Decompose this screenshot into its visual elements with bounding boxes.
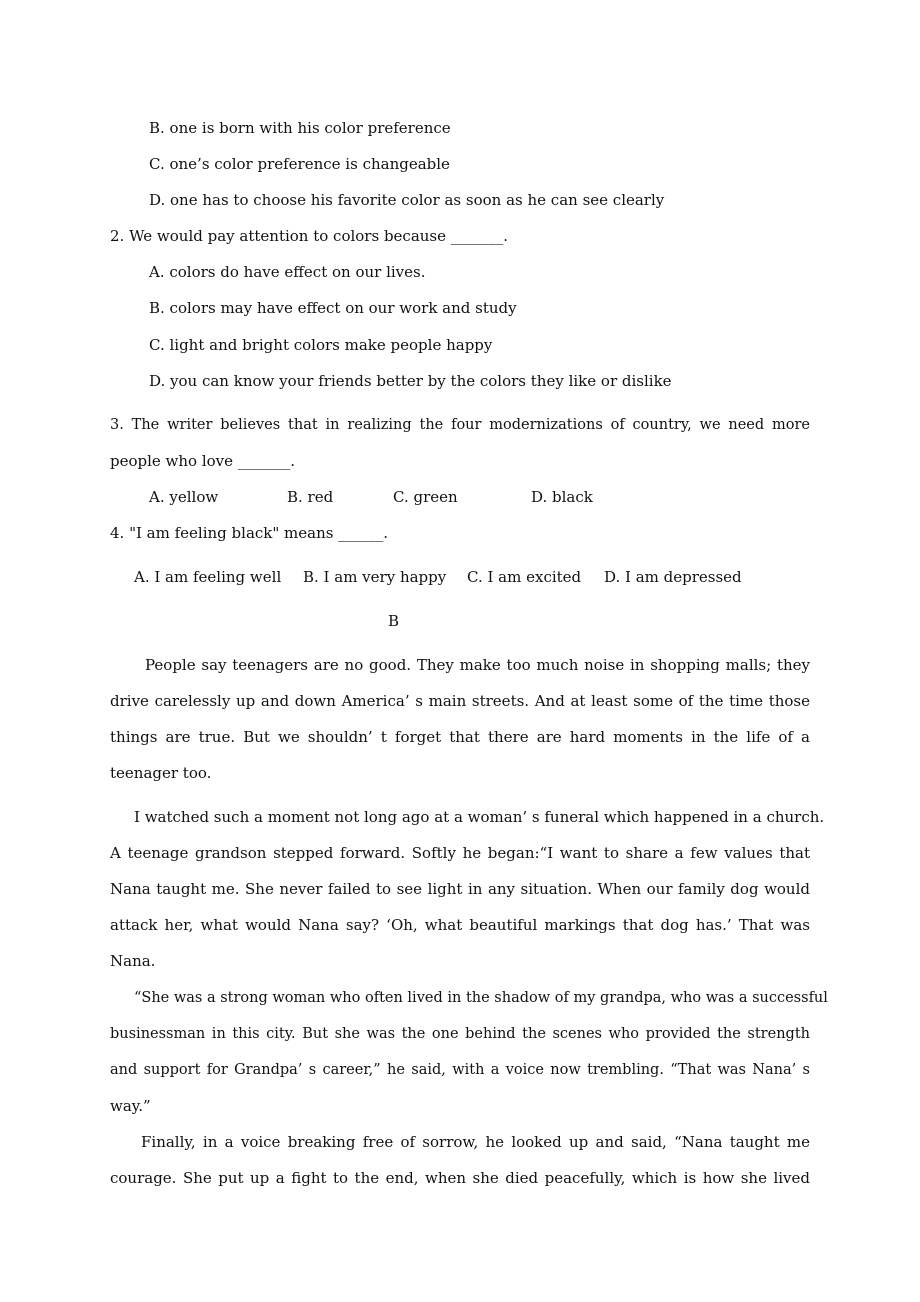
passage-p3-line: way.” <box>110 1097 151 1115</box>
passage-p2-line: Nana taught me. She never failed to see light in any situation. When our family dog would <box>110 880 810 898</box>
q4-stem: 4. "I am feeling black" means ______. <box>110 524 388 542</box>
passage-p2-line: attack her, what would Nana say? ‘Oh, what beautiful markings that dog has.’ That was <box>110 916 810 934</box>
q1-option-c: C. one’s color preference is changeable <box>149 155 450 173</box>
passage-p1-line: drive carelessly up and down America’ s main streets. And at least some of the time those <box>110 692 810 710</box>
passage-p1-line: things are true. But we shouldn’ t forget that there are hard moments in the life of a <box>110 728 810 746</box>
passage-p2-line: Nana. <box>110 952 156 970</box>
q4-option-d: D. I am depressed <box>604 568 742 586</box>
q1-option-b: B. one is born with his color preference <box>149 119 451 137</box>
q3-option-d: D. black <box>531 488 593 506</box>
q2-option-a: A. colors do have effect on our lives. <box>149 263 426 281</box>
q2-option-d: D. you can know your friends better by the colors they like or dislike <box>149 372 672 390</box>
q2-option-c: C. light and bright colors make people happy <box>149 336 493 354</box>
passage-p1-line: teenager too. <box>110 764 212 782</box>
q3-option-c: C. green <box>393 488 458 506</box>
q4-option-b: B. I am very happy <box>303 568 447 586</box>
section-heading: B <box>388 612 400 630</box>
q1-option-d: D. one has to choose his favorite color as soon as he can see clearly <box>149 191 665 209</box>
q3-stem-line-2: people who love _______. <box>110 452 296 470</box>
passage-p3-line: “She was a strong woman who often lived in the shadow of my grandpa, who was a successful <box>134 990 828 1006</box>
q4-option-a: A. I am feeling well <box>134 568 282 586</box>
q4-option-c: C. I am excited <box>467 568 582 586</box>
passage-p2-line: I watched such a moment not long ago at a woman’ s funeral which happened in a church. <box>134 808 825 826</box>
q3-option-b: B. red <box>287 488 334 506</box>
q2-stem: 2. We would pay attention to colors because _______. <box>110 227 509 245</box>
passage-p4-line: courage. She put up a fight to the end, when she died peacefully, which is how she lived <box>110 1169 810 1187</box>
q2-option-b: B. colors may have effect on our work and study <box>149 299 517 317</box>
passage-p1-line: People say teenagers are no good. They make too much noise in shopping malls; they <box>145 656 810 674</box>
q3-stem-line-1: 3. The writer believes that in realizing the four modernizations of country, we need more <box>110 417 810 433</box>
passage-p4-line: Finally, in a voice breaking free of sorrow, he looked up and said, “Nana taught me <box>141 1133 810 1151</box>
passage-p3-line: and support for Grandpa’ s career,” he said, with a voice now trembling. “That was Nana’ s <box>110 1062 810 1078</box>
passage-p3-line: businessman in this city. But she was the one behind the scenes who provided the strength <box>110 1026 810 1042</box>
passage-p2-line: A teenage grandson stepped forward. Softly he began:“I want to share a few values that <box>110 844 810 862</box>
q3-option-a: A. yellow <box>149 488 219 506</box>
